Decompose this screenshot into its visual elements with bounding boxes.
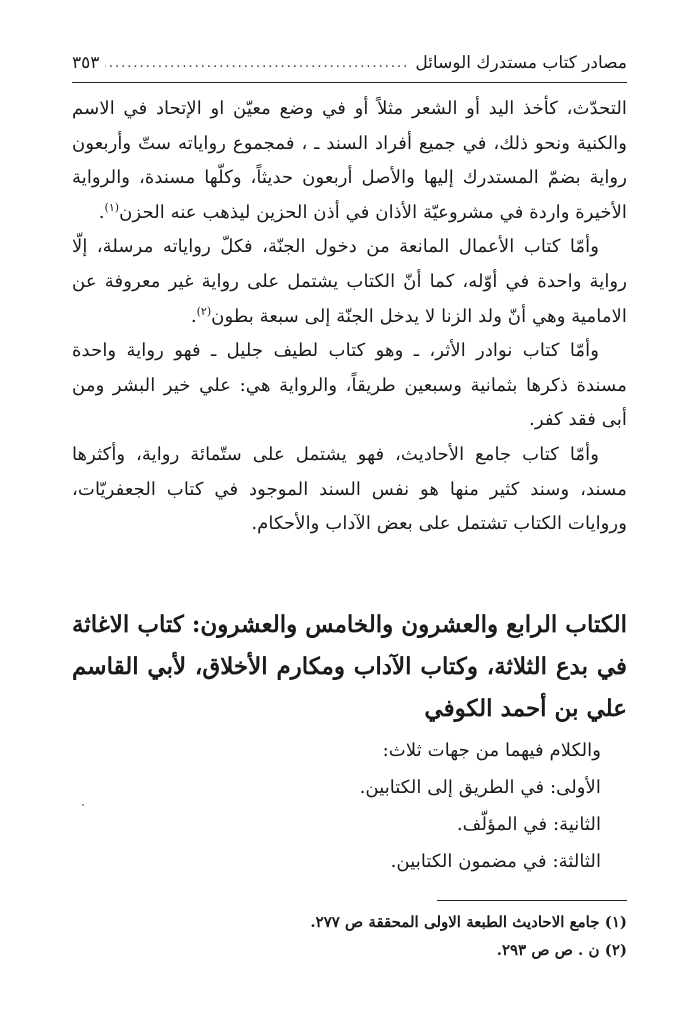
aspect-first: الأولى: في الطريق إلى الكتابين. xyxy=(359,777,601,798)
paragraph-2 xyxy=(72,230,627,334)
paragraph-1-end: . xyxy=(98,201,105,223)
leader-dots xyxy=(105,56,409,71)
aspect-second: الثانية: في المؤلّف. xyxy=(456,814,601,835)
paragraph-2-end: . xyxy=(190,305,197,327)
footnotes xyxy=(72,908,627,964)
footnote-rule xyxy=(437,900,627,901)
header-rule xyxy=(72,82,627,83)
paragraph-4: وأمّا كتاب جامع الأحاديث، فهو يشتمل على ستّمائة رواية، وأكثرها مسند، وسند كثير منها هو نفس السند الموجود في كتاب الجعفريّات، وروايات الكتاب تشتمل على بعض الآداب والأحكام. xyxy=(72,443,627,535)
running-header xyxy=(72,48,627,78)
footnote-marker-1: (١) xyxy=(104,200,120,214)
paragraph-1 xyxy=(72,92,627,230)
paragraph-3: وأمّا كتاب نوادر الأثر، ـ وهو كتاب لطيف جليل ـ فهو رواية واحدة مسندة ذكرها بثمانية وسبعين طريقاً، والرواية هي: علي خير البشر ومن أبى فقد كفر. xyxy=(72,340,627,431)
paragraph-1-text: التحدّث، كأخذ اليد أو الشعر مثلاً أو في وضع معيّن او الإتحاد في الاسم والكنية ونحو ذلك، في جميع أفراد السند ـ ، فمجموع رواياته ستّ وأربعون رواية بضمّ المستدرك إليها والأصل أربعون حديثاً، وكلّها مسندة، والرواية الأخيرة واردة في مشروعيّة الأذان في أذن الحزين ليذهب عنه الحزن xyxy=(72,98,627,223)
aspect-third: الثالثة: في مضمون الكتابين. xyxy=(390,851,601,872)
footnote-1: (١) جامع الاحاديث الطبعة الاولى المحققة ص ٢٧٧. xyxy=(310,913,627,931)
body-text xyxy=(72,92,627,542)
running-title: مصادر كتاب مستدرك الوسائل xyxy=(415,53,627,73)
page-number: ٣٥٣ xyxy=(72,53,100,73)
footnote-marker-2: (٢) xyxy=(196,304,212,318)
scan-speck xyxy=(82,804,84,806)
paragraph-2-text: وأمّا كتاب الأعمال المانعة من دخول الجنّة، فكلّ رواياته مرسلة، إلّا رواية واحدة في أوّله، كما أنّ الكتاب يشتمل على رواية غير معروفة عن الامامية وهي أنّ ولد الزنا لا يدخل الجنّة إلى سبعة بطون xyxy=(72,236,627,327)
aspects-intro: والكلام فيهما من جهات ثلاث: xyxy=(382,740,601,761)
chapter-heading: الكتاب الرابع والعشرون والخامس والعشرون: كتاب الاغاثة في بدع الثلاثة، وكتاب الآداب ومكارم الأخلاق، لأبي القاسم علي بن أحمد الكوفي xyxy=(72,611,627,722)
aspects-list xyxy=(72,732,601,880)
footnote-2: (٢) ن . ص ص ٢٩٣. xyxy=(496,941,627,959)
